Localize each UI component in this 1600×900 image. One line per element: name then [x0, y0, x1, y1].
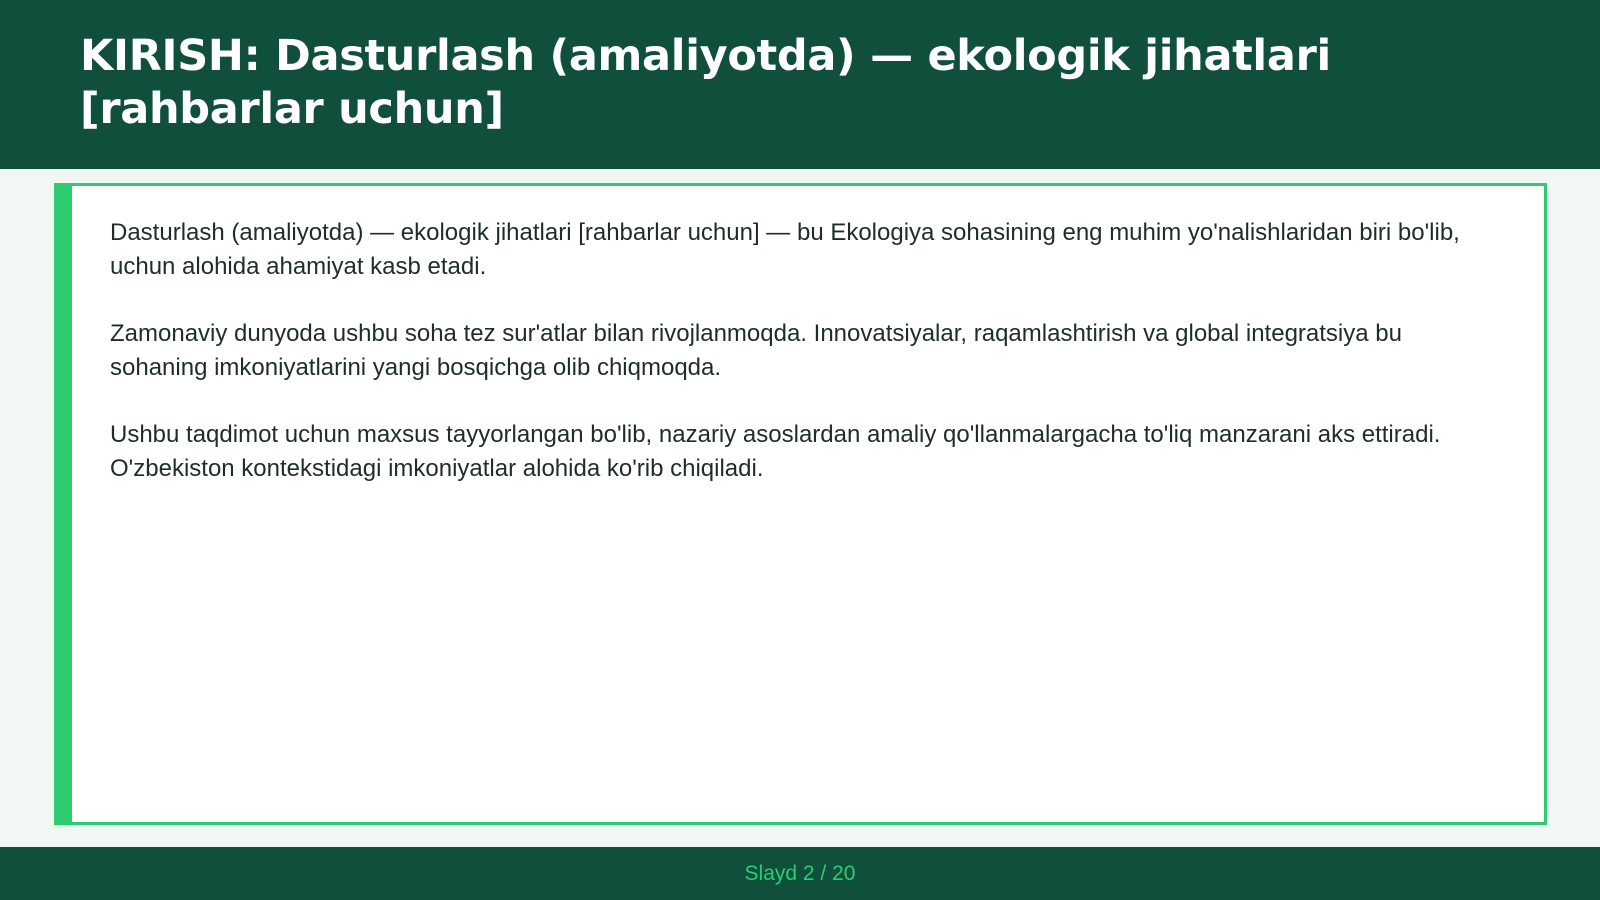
- intro-paragraph: Dasturlash (amaliyotda) — ekologik jihatlari [rahbarlar uchun] — bu Ekologiya sohasining eng muhim yo'nalishlaridan biri bo'lib, uchun alohida ahamiyat kasb etadi.: [110, 219, 1460, 280]
- slide-header: [0, 0, 1600, 169]
- slide-footer: [0, 847, 1600, 900]
- slide-counter: Slayd 2 / 20: [744, 861, 856, 885]
- context-paragraph: Zamonaviy dunyoda ushbu soha tez sur'atlar bilan rivojlanmoqda. Innovatsiyalar, raqamlashtirish va global integratsiya bu sohaning imkoniyatlarini yangi bosqichga olib chiqmoqda.: [110, 320, 1402, 381]
- content-card: [54, 183, 1547, 825]
- purpose-paragraph: Ushbu taqdimot uchun maxsus tayyorlangan bo'lib, nazariy asoslardan amaliy qo'llanmalargacha to'liq manzarani aks ettiradi. O'zbekiston kontekstidagi imkoniyatlar alohida ko'rib chiqiladi.: [110, 421, 1441, 482]
- slide-title: KIRISH: Dasturlash (amaliyotda) — ekologik jihatlari [rahbarlar uchun]: [80, 31, 1331, 134]
